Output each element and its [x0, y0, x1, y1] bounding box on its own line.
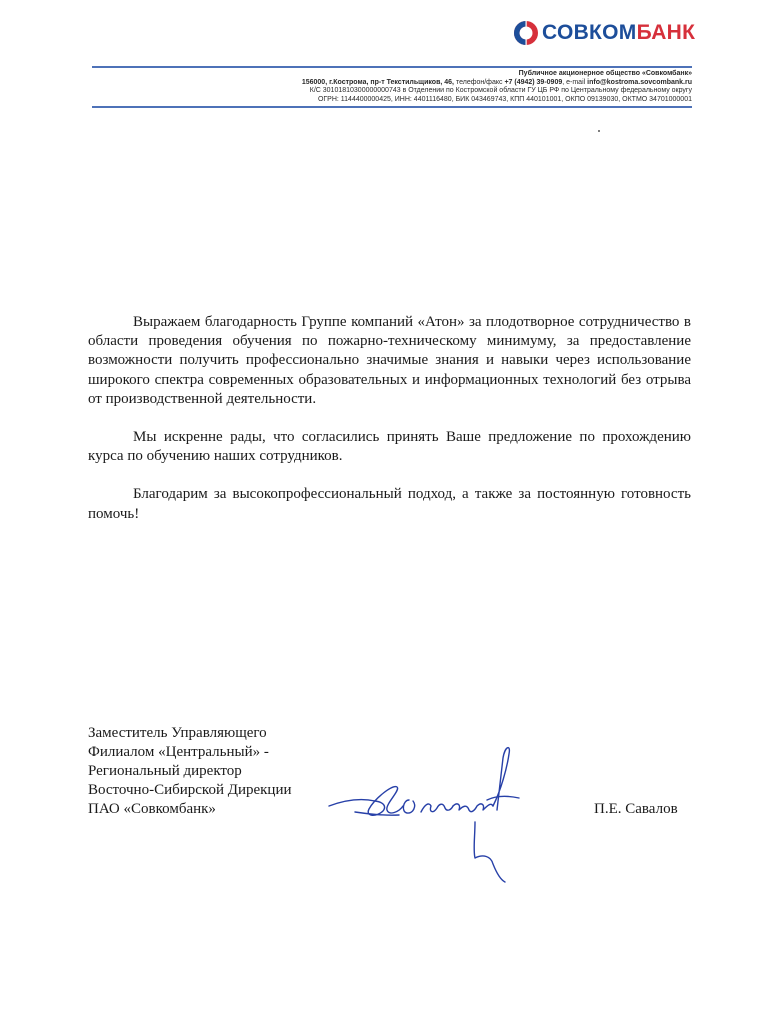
- paragraph-thanks: Благодарим за высокопрофессиональный подход, а также за постоянную готовность помочь!: [88, 486, 691, 522]
- title-line: Заместитель Управляющего: [88, 725, 267, 741]
- paper-speck: [598, 130, 600, 132]
- logo-wordmark: [542, 20, 695, 46]
- handwritten-signature: [325, 740, 545, 890]
- title-line: Региональный директор: [88, 763, 242, 779]
- email-link[interactable]: info@kostroma.sovcombank.ru: [587, 78, 692, 86]
- logo-text-bank: БАНК: [636, 21, 696, 44]
- address: 156000, г.Кострома, пр-т Текстильщиков, 46,: [301, 78, 454, 86]
- logo-text-sovcom: СОВКОМ: [542, 21, 637, 44]
- paragraph-gratitude: Выражаем благодарность Группе компаний «Атон» за плодотворное сотрудничество в области проведения обучения по пожарно-техническому минимуму, за предоставление возможности получить профессионально значимые знания и навыки через использование широкого спектра современных образовательных и информационных технологий без отрыва от производственной деятельности.: [88, 314, 691, 407]
- header-rule-top: [92, 66, 692, 68]
- sovcombank-logo: [513, 20, 695, 46]
- correspondent-account: К/С 30101810300000000743 в Отделении по Костромской области ГУ ЦБ РФ по Центральному федеральному округу: [309, 87, 692, 95]
- letter-body: [88, 313, 691, 543]
- title-line: Филиалом «Центральный» -: [88, 744, 269, 760]
- signatory-title: [88, 724, 328, 819]
- email-label: , e-mail: [562, 78, 586, 86]
- paragraph-glad: Мы искренне рады, что согласились принять Ваше предложение по прохождению курса по обучению наших сотрудников.: [88, 429, 691, 465]
- org-name: Публичное акционерное общество «Совкомбанк»: [518, 70, 692, 77]
- address-line: [132, 79, 692, 88]
- phone-label: телефон/факс: [455, 78, 503, 86]
- title-line: ПАО «Совкомбанк»: [88, 801, 216, 817]
- title-line: Восточно-Сибирской Дирекции: [88, 782, 292, 798]
- phone: +7 (4942) 39-0909: [504, 78, 563, 86]
- bank-requisites: [132, 70, 692, 104]
- signatory-name: П.Е. Савалов: [594, 801, 678, 817]
- sovcombank-logo-icon: [513, 20, 539, 46]
- registry-codes: ОГРН: 1144400000425, ИНН: 4401116480, БИК 043469743, КПП 440101001, ОКПО 09139030, ОКТМО 34701000001: [317, 95, 692, 103]
- header-rule-bottom: [92, 106, 692, 108]
